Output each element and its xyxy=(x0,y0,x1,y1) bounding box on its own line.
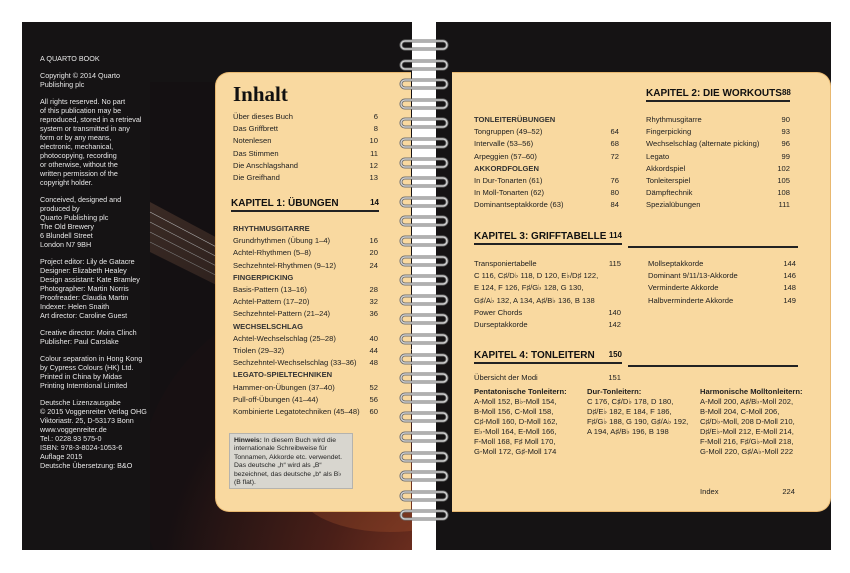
spiral-ring xyxy=(398,469,450,483)
scale-line: F♯/G♭ 188, G 190, G♯/A♭ 192, xyxy=(587,417,689,426)
chapter4-heading[interactable] xyxy=(474,350,622,364)
spiral-ring xyxy=(398,97,450,111)
entry-title: Pull-off-Übungen (41–44) xyxy=(233,394,319,404)
entry-page: 93 xyxy=(781,127,790,137)
toc-entry[interactable] xyxy=(474,200,619,210)
toc-entry[interactable] xyxy=(233,261,378,271)
scale-line: D♯/E♭ 182, E 184, F 186, xyxy=(587,407,672,416)
entry-title: Arpeggien (57–60) xyxy=(474,151,537,161)
toc-entry[interactable] xyxy=(474,152,619,162)
entry-page: 140 xyxy=(608,307,621,317)
toc-entry[interactable] xyxy=(646,164,790,174)
entry-title: Notenlesen xyxy=(233,136,272,146)
entry-title: E 124, F 126, F♯/G♭ 128, G 130, xyxy=(474,283,584,293)
entry-title: Die Greifhand xyxy=(233,173,280,182)
entry-page: 32 xyxy=(369,297,378,307)
toc-entry[interactable] xyxy=(646,152,790,162)
entry-page: 60 xyxy=(369,407,378,416)
chapter-page: 150 xyxy=(608,350,622,359)
entry-title: Tonleiterspiel xyxy=(646,176,691,185)
entry-page: 56 xyxy=(369,394,378,404)
entry-page: 99 xyxy=(781,151,790,161)
toc-entry[interactable] xyxy=(474,320,621,330)
toc-subheading xyxy=(474,164,619,174)
toc-entry[interactable] xyxy=(646,200,790,210)
spiral-ring xyxy=(398,38,450,52)
entry-title: AKKORDFOLGEN xyxy=(474,163,539,173)
toc-entry[interactable] xyxy=(474,308,621,318)
entry-page: 68 xyxy=(610,139,619,149)
scale-line: B-Moll 156, C-Moll 158, xyxy=(474,407,554,416)
toc-entry[interactable] xyxy=(233,346,378,356)
chapter-title: KAPITEL 1: ÜBUNGEN xyxy=(231,198,339,209)
entry-title: Legato xyxy=(646,151,670,161)
spiral-ring xyxy=(398,58,450,72)
entry-title: Rhythmusgitarre xyxy=(646,115,702,124)
chapter3-rule xyxy=(628,231,798,248)
entry-page: 149 xyxy=(783,295,796,305)
chapter-page: 114 xyxy=(609,231,622,240)
entry-title: Halbverminderte Akkorde xyxy=(648,295,734,305)
entry-page: 44 xyxy=(369,346,378,355)
colophon-line: A QUARTO BOOK xyxy=(40,54,100,63)
toc-entry[interactable] xyxy=(233,173,378,183)
spiral-ring xyxy=(398,332,450,346)
entry-title: Fingerpicking xyxy=(646,127,692,137)
toc-entry[interactable] xyxy=(233,309,378,319)
entry-title: TONLEITERÜBUNGEN xyxy=(474,115,556,124)
toc-entry[interactable] xyxy=(233,285,378,295)
entry-title: Kombinierte Legatotechniken (45–48) xyxy=(233,407,360,416)
entry-title: LEGATO-SPIELTECHNIKEN xyxy=(233,370,333,380)
scale-line: A-Moll 200, A♯/B♭-Moll 202, xyxy=(700,397,794,406)
entry-title: Verminderte Akkorde xyxy=(648,283,719,293)
toc-entry[interactable] xyxy=(648,296,796,306)
entry-title: Übersicht der Modi xyxy=(474,373,538,382)
toc-entry-modes[interactable] xyxy=(474,373,621,383)
entry-title: FINGERPICKING xyxy=(233,272,294,282)
entry-title: G♯/A♭ 132, A 134, A♯/B♭ 136, B 138 xyxy=(474,295,595,305)
toc-entry[interactable] xyxy=(233,248,378,258)
toc-entry[interactable] xyxy=(474,271,621,281)
entry-title: Triolen (29–32) xyxy=(233,346,285,355)
spiral-ring xyxy=(398,273,450,287)
entry-page: 80 xyxy=(610,188,619,198)
entry-page: 96 xyxy=(781,139,790,149)
toc-entry[interactable] xyxy=(474,139,619,149)
chapter-page: 88 xyxy=(781,88,791,97)
toc-entry[interactable] xyxy=(233,161,378,171)
entry-page: 6 xyxy=(373,112,378,121)
entry-title: Die Anschlagshand xyxy=(233,160,299,170)
entry-title: Dämpftechnik xyxy=(646,188,693,198)
entry-title: Tongruppen (49–52) xyxy=(474,127,543,137)
entry-page: 151 xyxy=(608,373,621,382)
scales-heading: Dur-Tonleitern: xyxy=(587,387,642,396)
entry-page: 48 xyxy=(369,358,378,368)
entry-page: 52 xyxy=(369,382,378,392)
colophon-line: Conceived, designed and produced by Quarto Publishing plc The Old Brewery 6 Blundell Street London N7 9BH xyxy=(40,195,122,249)
toc-subheading xyxy=(233,370,378,380)
colophon-line: Project editor: Lily de Gatacre Designer: Elizabeth Healey Design assistant: Kate Bramley Photographer: Martin Norris Proofreader: Claudia Martin Indexer: Helen Snaith Art director: Caroline Guest xyxy=(40,257,140,320)
entry-page: 10 xyxy=(369,136,378,146)
toc-entry[interactable] xyxy=(233,112,378,122)
spiral-ring xyxy=(398,234,450,248)
spiral-ring xyxy=(398,489,450,503)
scale-line: F-Moll 168, F♯ Moll 170, xyxy=(474,437,556,446)
entry-page: 144 xyxy=(783,259,796,268)
entry-title: Durseptakkorde xyxy=(474,320,528,329)
chapter-title: KAPITEL 4: TONLEITERN xyxy=(474,350,595,361)
scale-line: D♯/E♭-Moll 212, E-Moll 214, xyxy=(700,427,794,436)
entry-page: 28 xyxy=(369,285,378,294)
entry-title: RHYTHMUSGITARRE xyxy=(233,224,310,233)
scales-heading: Pentatonische Tonleitern: xyxy=(474,387,567,396)
entry-title: WECHSELSCHLAG xyxy=(233,321,304,331)
colophon xyxy=(40,54,158,478)
entry-title: Grundrhythmen (Übung 1–4) xyxy=(233,236,331,246)
entry-title: Wechselschlag (alternate picking) xyxy=(646,139,760,149)
spiral-ring xyxy=(398,136,450,150)
entry-title: Das Stimmen xyxy=(233,148,279,158)
entry-page: 40 xyxy=(369,333,378,343)
scale-line: C♯/D♭-Moll, 208 D-Moll 210, xyxy=(700,417,795,426)
entry-page: 111 xyxy=(778,200,790,210)
entry-title: Achtel-Pattern (17–20) xyxy=(233,297,310,307)
entry-page: 8 xyxy=(373,124,378,134)
scale-line: B-Moll 204, C-Moll 206, xyxy=(700,407,780,416)
entry-page: 20 xyxy=(369,248,378,258)
entry-page: 148 xyxy=(783,283,796,293)
toc-subheading xyxy=(233,322,378,332)
spiral-ring xyxy=(398,312,450,326)
entry-title: Sechzehntel-Rhythmen (9–12) xyxy=(233,260,336,270)
hint-label: Hinweis: xyxy=(234,437,262,444)
toc-entry[interactable] xyxy=(646,115,790,125)
chapter4-rule xyxy=(628,350,798,367)
entry-page: 90 xyxy=(781,115,790,124)
toc-entry-index[interactable] xyxy=(700,487,795,497)
toc-entry[interactable] xyxy=(648,259,796,269)
toc-entry[interactable] xyxy=(648,283,796,293)
spiral-ring xyxy=(398,450,450,464)
entry-page: 142 xyxy=(608,320,621,329)
entry-page: 72 xyxy=(610,151,619,161)
toc-entry[interactable] xyxy=(646,188,790,198)
entry-page: 146 xyxy=(783,271,796,281)
chapter3-heading[interactable] xyxy=(474,231,622,245)
spiral-ring xyxy=(398,371,450,385)
toc-entry[interactable] xyxy=(233,297,378,307)
scale-line: G-Moll 172, G♯-Moll 174 xyxy=(474,447,557,456)
spiral-ring xyxy=(398,195,450,209)
entry-page: 24 xyxy=(369,260,378,270)
entry-page: 36 xyxy=(369,309,378,319)
colophon-line: Copyright © 2014 Quarto Publishing plc xyxy=(40,71,121,89)
spiral-ring xyxy=(398,254,450,268)
colophon-line: Deutsche Lizenzausgabe © 2015 Voggenreiter Verlag OHG Viktoriastr. 25, D-53173 Bonn www.voggenreiter.de Tel.: 0228.93 575-0 ISBN: 978-3-8024-1053-6 Auflage 2015 Deutsche Übersetzung: B&O xyxy=(40,398,147,470)
scale-line: A-Moll 152, B♭-Moll 154, xyxy=(474,397,557,406)
toc-entry[interactable] xyxy=(233,334,378,344)
entry-title: Hammer-on-Übungen (37–40) xyxy=(233,382,335,392)
entry-page: 11 xyxy=(370,148,378,158)
spiral-ring xyxy=(398,508,450,522)
entry-title: Intervalle (53–56) xyxy=(474,139,534,149)
page-title: Inhalt xyxy=(233,82,288,106)
spiral-ring xyxy=(398,214,450,228)
entry-page: 12 xyxy=(369,160,378,170)
toc-entry[interactable] xyxy=(646,176,790,186)
toc-entry[interactable] xyxy=(474,296,621,306)
colophon-line: All rights reserved. No part of this publication may be reproduced, stored in a retrieval system or transmitted in any form or by any means, electronic, mechanical, photocopying, recording or otherwise, without the written permission of the copyright holder. xyxy=(40,97,142,187)
spiral-ring xyxy=(398,116,450,130)
spiral-ring xyxy=(398,410,450,424)
toc-entry[interactable] xyxy=(233,383,378,393)
entry-page: 224 xyxy=(782,487,795,496)
entry-title: Power Chords xyxy=(474,307,523,317)
toc-entry[interactable] xyxy=(474,127,619,137)
toc-entry[interactable] xyxy=(474,176,619,186)
entry-title: Über dieses Buch xyxy=(233,112,293,121)
spiral-ring xyxy=(398,391,450,405)
entry-title: Basis-Pattern (13–16) xyxy=(233,285,307,294)
toc-entry[interactable] xyxy=(233,149,378,159)
entry-title: Dominant 9/11/13-Akkorde xyxy=(648,271,738,281)
toc-entry[interactable] xyxy=(646,139,790,149)
toc-entry[interactable] xyxy=(233,358,378,368)
entry-page: 115 xyxy=(608,259,621,268)
entry-page: 13 xyxy=(369,173,378,182)
scale-line: C 176, C♯/D♭ 178, D 180, xyxy=(587,397,674,406)
entry-title: Transponiertabelle xyxy=(474,259,537,268)
entry-title: Mollseptakkorde xyxy=(648,259,704,268)
entry-title: Akkordspiel xyxy=(646,163,686,173)
entry-title: Achtel-Rhythmen (5–8) xyxy=(233,248,312,258)
entry-title: In Moll-Tonarten (62) xyxy=(474,188,545,198)
toc-entry[interactable] xyxy=(474,259,621,269)
scale-line: F-Moll 216, F♯/G♭-Moll 218, xyxy=(700,437,794,446)
scales-harmonic-minor xyxy=(700,387,803,457)
scales-pentatonic xyxy=(474,387,567,457)
hint-box xyxy=(229,433,353,489)
toc-entry[interactable] xyxy=(648,271,796,281)
entry-page: 108 xyxy=(777,188,790,198)
scale-line: A 194, A♯/B♭ 196, B 198 xyxy=(587,427,669,436)
entry-title: C 116, C♯/D♭ 118, D 120, E♭/D♯ 122, xyxy=(474,271,599,281)
spiral-ring xyxy=(398,77,450,91)
scale-line: G-Moll 220, G♯/A♭-Moll 222 xyxy=(700,447,794,456)
entry-page: 64 xyxy=(610,127,619,137)
colophon-line: Colour separation in Hong Kong by Cypress Colours (HK) Ltd. Printed in China by Midas Printing Interntional Limited xyxy=(40,354,143,390)
spiral-ring xyxy=(398,156,450,170)
toc-entry[interactable] xyxy=(474,283,621,293)
entry-title: Das Griffbrett xyxy=(233,124,279,134)
scale-line: C♯-Moll 160, D-Moll 162, xyxy=(474,417,558,426)
chapter-title: KAPITEL 3: GRIFFTABELLE xyxy=(474,231,607,242)
chapter2-heading[interactable] xyxy=(646,88,790,102)
toc-entry[interactable] xyxy=(646,127,790,137)
toc-entry[interactable] xyxy=(233,407,378,417)
toc-subheading xyxy=(233,273,378,283)
spiral-ring xyxy=(398,430,450,444)
chapter1-heading[interactable] xyxy=(231,198,379,212)
toc-subheading xyxy=(233,224,378,234)
chapter-page: 14 xyxy=(370,198,379,207)
entry-title: Achtel-Wechselschlag (25–28) xyxy=(233,333,336,343)
spiral-ring xyxy=(398,293,450,307)
entry-title: Spezialübungen xyxy=(646,200,701,210)
toc-entry[interactable] xyxy=(474,188,619,198)
toc-subheading xyxy=(474,115,619,125)
hint-text: In diesem Buch wird die internationale Schreibweise für Tonnamen, Akkorde etc. verwendet. Das deutsche „h“ wird als „B“ bezeichnet, das deutsche „b“ als B♭ (B flat). xyxy=(234,437,343,487)
colophon-line: Creative director: Moira Clinch Publisher: Paul Carslake xyxy=(40,328,137,346)
entry-page: 76 xyxy=(610,176,619,185)
entry-page: 84 xyxy=(610,200,619,210)
entry-page: 16 xyxy=(369,236,378,246)
entry-title: Sechzehntel-Pattern (21–24) xyxy=(233,309,331,319)
toc-entry[interactable] xyxy=(233,136,378,146)
spiral-binding xyxy=(398,38,450,548)
scales-major xyxy=(587,387,688,437)
entry-title: Index xyxy=(700,487,719,496)
chapter-title: KAPITEL 2: DIE WORKOUTS xyxy=(646,88,782,99)
toc-entry[interactable] xyxy=(233,395,378,405)
entry-title: Dominantseptakkorde (63) xyxy=(474,200,564,210)
entry-page: 105 xyxy=(777,176,790,185)
spiral-ring xyxy=(398,175,450,189)
spiral-ring xyxy=(398,352,450,366)
entry-title: In Dur-Tonarten (61) xyxy=(474,176,543,185)
toc-entry[interactable] xyxy=(233,124,378,134)
toc-entry[interactable] xyxy=(233,236,378,246)
scale-line: E♭-Moll 164, E-Moll 166, xyxy=(474,427,557,436)
scales-heading: Harmonische Molltonleitern: xyxy=(700,387,803,396)
entry-title: Sechzehntel-Wechselschlag (33–36) xyxy=(233,358,357,368)
entry-page: 102 xyxy=(777,163,790,173)
